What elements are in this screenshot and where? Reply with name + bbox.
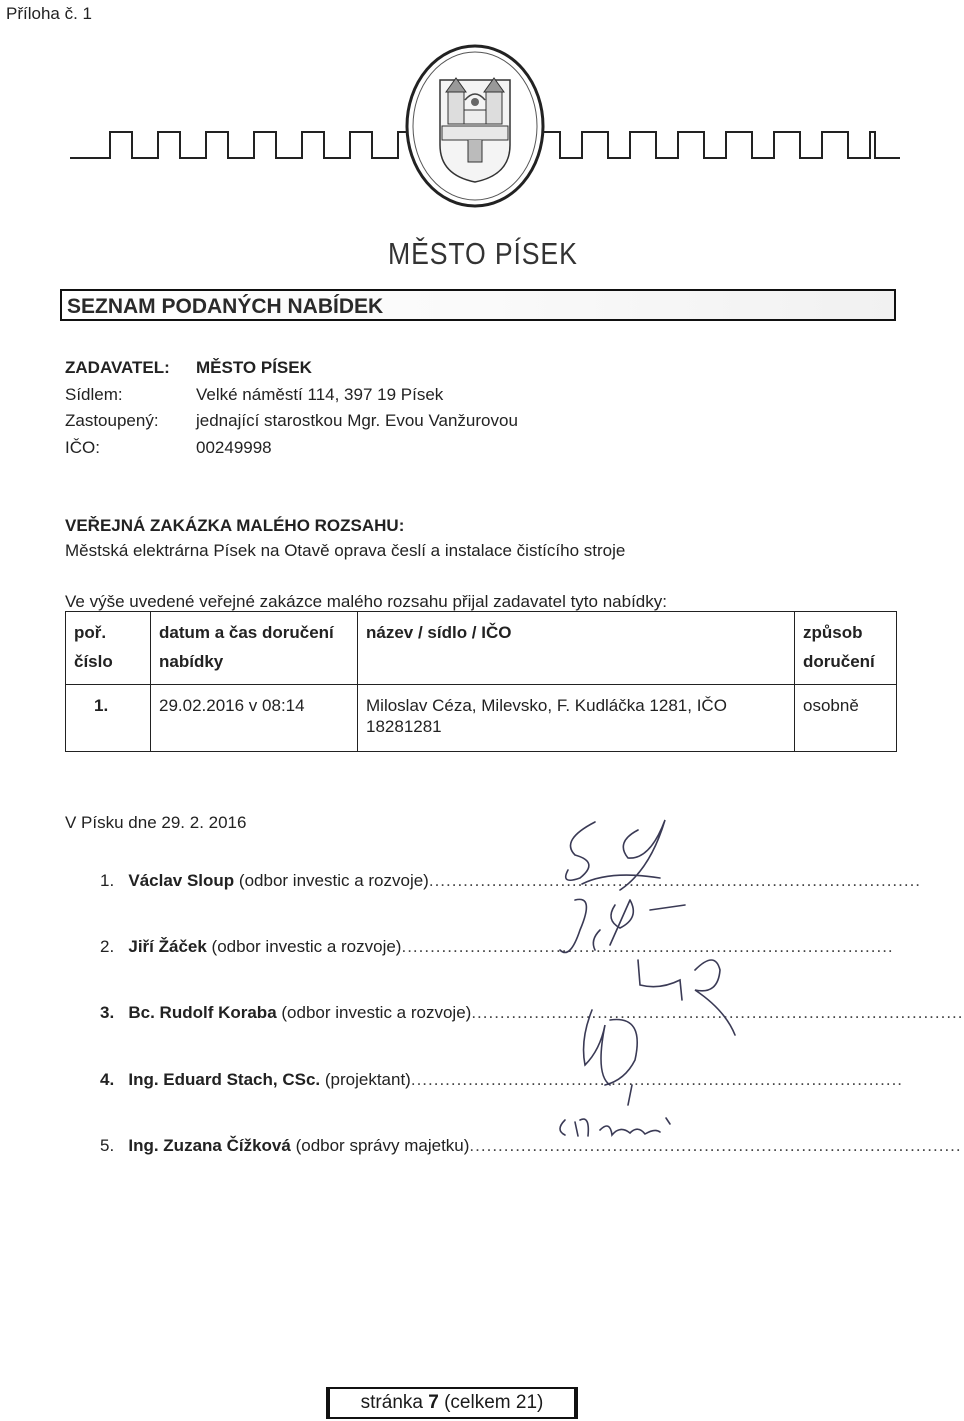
signatory-name: Václav Sloup [128, 871, 235, 890]
header-text: číslo [74, 652, 113, 671]
page-suffix: (celkem 21) [438, 1392, 544, 1413]
header-text: doručení [803, 652, 875, 671]
header-text: název / sídlo / IČO [366, 623, 512, 642]
page-number: 7 [428, 1392, 439, 1413]
zastoupeny-value: jednající starostkou Mgr. Evou Vanžurovou [196, 411, 518, 430]
signatory-row [100, 1136, 962, 1156]
signatory-number: 4. [100, 1070, 115, 1089]
signature-dots: ...................................................................................... [410, 1070, 904, 1089]
signatory-number: 1. [100, 871, 115, 890]
col-header-nazev [358, 612, 795, 685]
signature-dots: ...................................................................................... [428, 871, 922, 890]
sidlem-label: Sídlem: [65, 385, 123, 404]
cell-cislo: 1. [66, 685, 151, 752]
sidlem-value: Velké náměstí 114, 397 19 Písek [196, 385, 444, 404]
city-emblem-wall-graphic [70, 40, 900, 210]
page-prefix: stránka [360, 1392, 429, 1413]
signature-dots: ...................................................................................... [471, 1003, 964, 1022]
document-title: SEZNAM PODANÝCH NABÍDEK [67, 295, 384, 318]
signatory-role: (odbor správy majetku) [295, 1136, 470, 1155]
signatory-role: (odbor investic a rozvoje) [238, 871, 429, 890]
signatory-role: (odbor investic a rozvoje) [281, 1003, 472, 1022]
zakazka-name: Městská elektrárna Písek na Otavě oprava česlí a instalace čistícího stroje [65, 541, 626, 560]
signature-dots: ...................................................................................... [469, 1136, 962, 1155]
cell-datum: 29.02.2016 v 08:14 [151, 685, 358, 752]
city-title: MĚSTO PÍSEK [388, 236, 578, 271]
header-text: datum a čas doručení [159, 623, 334, 642]
col-header-datum [151, 612, 358, 685]
document-title-banner [60, 289, 896, 321]
ico-value: 00249998 [196, 438, 272, 457]
offers-table [65, 611, 897, 752]
signature-dots: ...................................................................................... [401, 937, 894, 956]
signatory-number: 5. [100, 1136, 115, 1155]
zakazka-heading: VEŘEJNÁ ZAKÁZKA MALÉHO ROZSAHU: [65, 516, 405, 535]
signatory-row [100, 937, 900, 957]
ico-label: IČO: [65, 438, 100, 457]
signatory-row [100, 871, 922, 891]
signatory-name: Bc. Rudolf Koraba [128, 1003, 277, 1022]
page-number-box [326, 1387, 578, 1419]
signatory-name: Jiří Žáček [128, 937, 207, 956]
signatory-number: 2. [100, 937, 115, 956]
date-line: V Písku dne 29. 2. 2016 [65, 813, 247, 832]
handwritten-signatures [520, 800, 750, 1160]
signatory-name: Ing. Zuzana Čížková [128, 1136, 291, 1155]
attachment-label: Příloha č. 1 [6, 4, 92, 23]
signatory-role: (odbor investic a rozvoje) [211, 937, 402, 956]
signatory-number: 3. [100, 1003, 115, 1022]
cell-nazev: Miloslav Céza, Milevsko, F. Kudláčka 1281, IČO 18281281 [358, 685, 795, 752]
header-text: způsob [803, 623, 863, 642]
col-header-zpusob [795, 612, 897, 685]
zadavatel-label: ZADAVATEL: [65, 358, 170, 377]
table-header-row [66, 612, 897, 685]
cell-zpusob: osobně [795, 685, 897, 752]
header-text: nabídky [159, 652, 224, 671]
zadavatel-value: MĚSTO PÍSEK [196, 358, 312, 377]
signatory-name: Ing. Eduard Stach, CSc. [128, 1070, 321, 1089]
table-row [66, 685, 897, 752]
zastoupeny-label: Zastoupený: [65, 411, 159, 430]
header-text: poř. [74, 623, 107, 642]
col-header-cislo [66, 612, 151, 685]
signatory-role: (projektant) [324, 1070, 411, 1089]
signatory-row [100, 1003, 964, 1023]
offers-intro: Ve výše uvedené veřejné zakázce malého rozsahu přijal zadavatel tyto nabídky: [65, 592, 667, 611]
signatory-row [100, 1070, 904, 1090]
